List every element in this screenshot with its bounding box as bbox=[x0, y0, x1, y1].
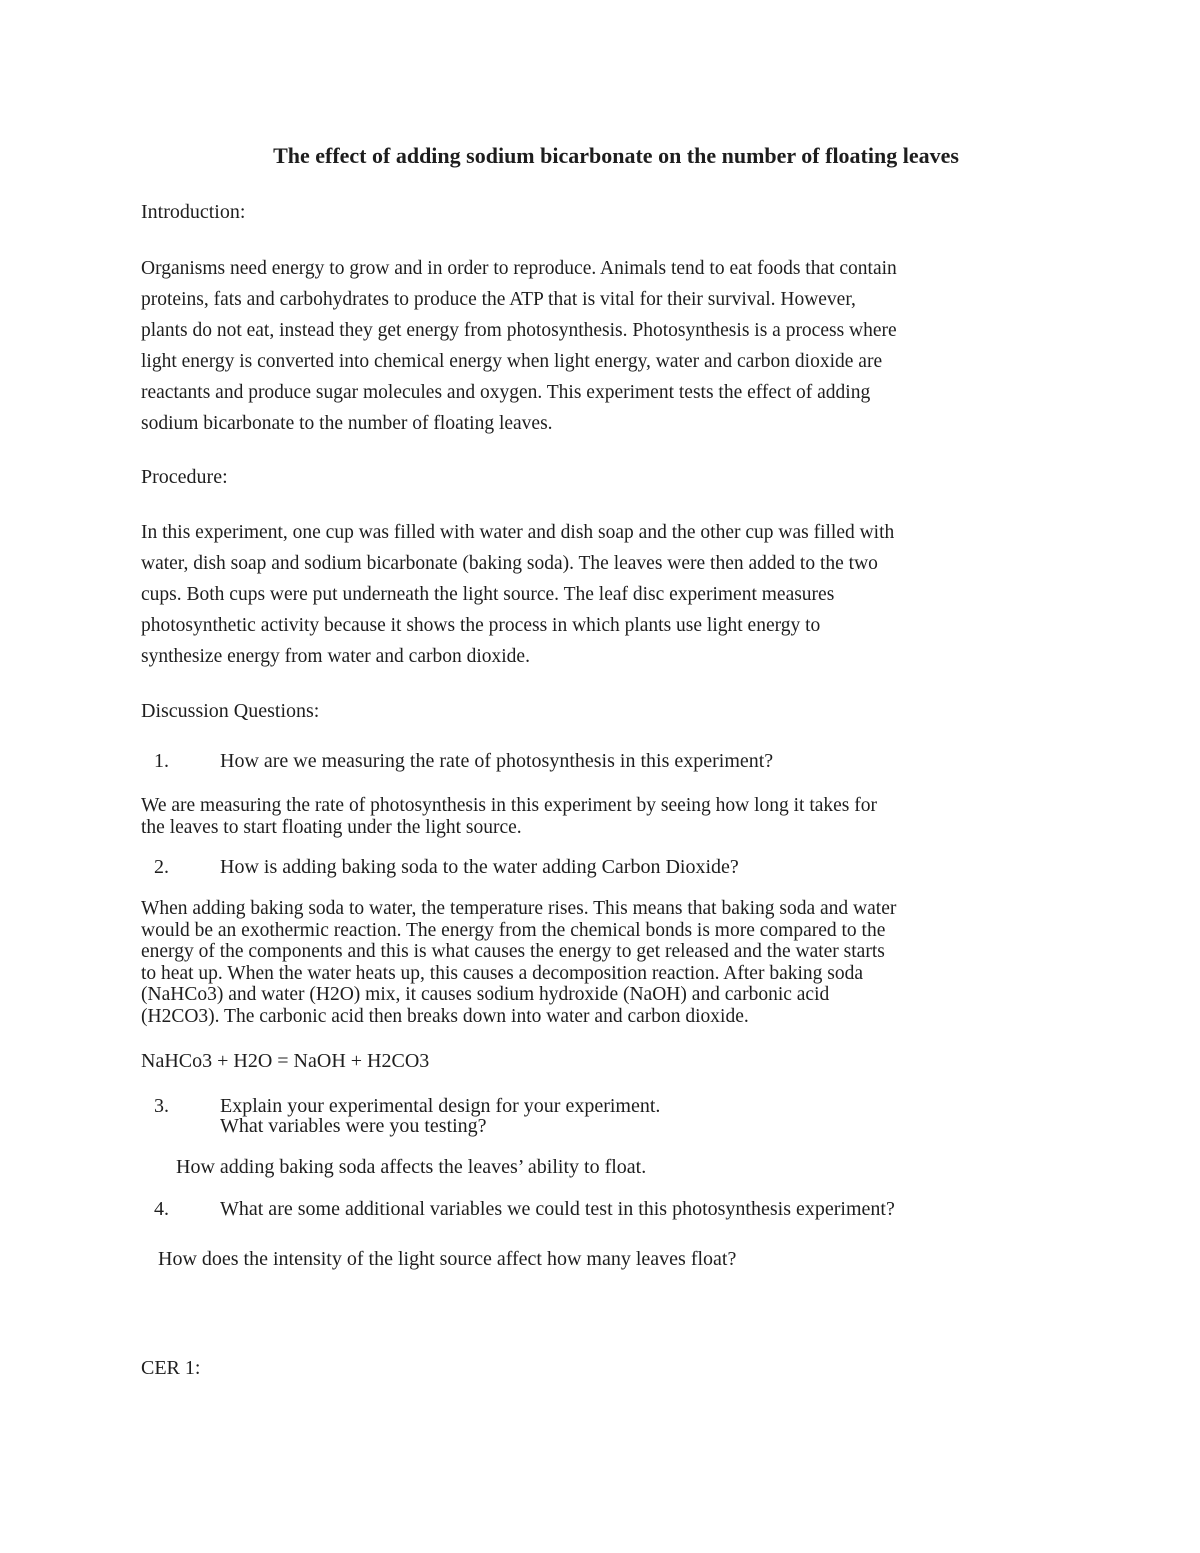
introduction-line: Organisms need energy to grow and in order to reproduce. Animals tend to eat foods that contain bbox=[141, 258, 897, 279]
answer-2-line: When adding baking soda to water, the temperature rises. This means that baking soda and water bbox=[141, 898, 897, 919]
introduction-paragraph bbox=[141, 253, 1081, 439]
procedure-line: cups. Both cups were put underneath the light source. The leaf disc experiment measures bbox=[141, 584, 835, 605]
introduction-line: sodium bicarbonate to the number of floating leaves. bbox=[141, 413, 553, 434]
answer-2-paragraph bbox=[141, 898, 1081, 1027]
question-3-text: Explain your experimental design for your experiment. bbox=[220, 1095, 661, 1117]
answer-1-line: the leaves to start floating under the light source. bbox=[141, 816, 522, 838]
chemical-equation: NaHCo3 + H2O = NaOH + H2CO3 bbox=[141, 1050, 430, 1072]
introduction-heading: Introduction: bbox=[141, 201, 246, 223]
question-number: 3. bbox=[154, 1095, 169, 1117]
answer-1-paragraph bbox=[141, 795, 1081, 838]
procedure-heading: Procedure: bbox=[141, 466, 228, 488]
introduction-line: light energy is converted into chemical energy when light energy, water and carbon dioxide are bbox=[141, 351, 883, 372]
introduction-line: reactants and produce sugar molecules and oxygen. This experiment tests the effect of adding bbox=[141, 382, 871, 403]
answer-2-line: to heat up. When the water heats up, this causes a decomposition reaction. After baking soda bbox=[141, 962, 864, 984]
question-4-text: What are some additional variables we could test in this photosynthesis experiment? bbox=[220, 1198, 895, 1220]
question-number: 1. bbox=[154, 750, 169, 772]
introduction-line: proteins, fats and carbohydrates to produce the ATP that is vital for their survival. However, bbox=[141, 289, 856, 310]
answer-2-line: energy of the components and this is what causes the energy to get released and the water starts bbox=[141, 941, 885, 962]
procedure-line: synthesize energy from water and carbon dioxide. bbox=[141, 646, 530, 667]
procedure-line: In this experiment, one cup was filled with water and dish soap and the other cup was filled with bbox=[141, 522, 895, 543]
question-number: 4. bbox=[154, 1198, 169, 1220]
procedure-paragraph bbox=[141, 517, 1081, 672]
introduction-line: plants do not eat, instead they get energy from photosynthesis. Photosynthesis is a process where bbox=[141, 320, 897, 341]
answer-1-line: We are measuring the rate of photosynthesis in this experiment by seeing how long it takes for bbox=[141, 795, 878, 816]
answer-4-text: How does the intensity of the light source affect how many leaves float? bbox=[158, 1248, 737, 1270]
answer-2-line: (H2CO3). The carbonic acid then breaks down into water and carbon dioxide. bbox=[141, 1005, 749, 1027]
answer-2-line: would be an exothermic reaction. The energy from the chemical bonds is more compared to the bbox=[141, 919, 886, 941]
document-title: The effect of adding sodium bicarbonate on the number of floating leaves bbox=[273, 143, 959, 168]
answer-3-text: How adding baking soda affects the leaves’ ability to float. bbox=[176, 1156, 647, 1178]
procedure-line: water, dish soap and sodium bicarbonate (baking soda). The leaves were then added to the two bbox=[141, 553, 878, 574]
question-2-text: How is adding baking soda to the water adding Carbon Dioxide? bbox=[220, 856, 739, 878]
question-1-text: How are we measuring the rate of photosynthesis in this experiment? bbox=[220, 750, 774, 772]
cer-heading: CER 1: bbox=[141, 1357, 201, 1379]
procedure-line: photosynthetic activity because it shows the process in which plants use light energy to bbox=[141, 615, 821, 636]
answer-2-line: (NaHCo3) and water (H2O) mix, it causes sodium hydroxide (NaOH) and carbonic acid bbox=[141, 984, 830, 1005]
question-3-subtext: What variables were you testing? bbox=[220, 1115, 487, 1137]
discussion-heading: Discussion Questions: bbox=[141, 700, 320, 722]
question-number: 2. bbox=[154, 856, 169, 878]
